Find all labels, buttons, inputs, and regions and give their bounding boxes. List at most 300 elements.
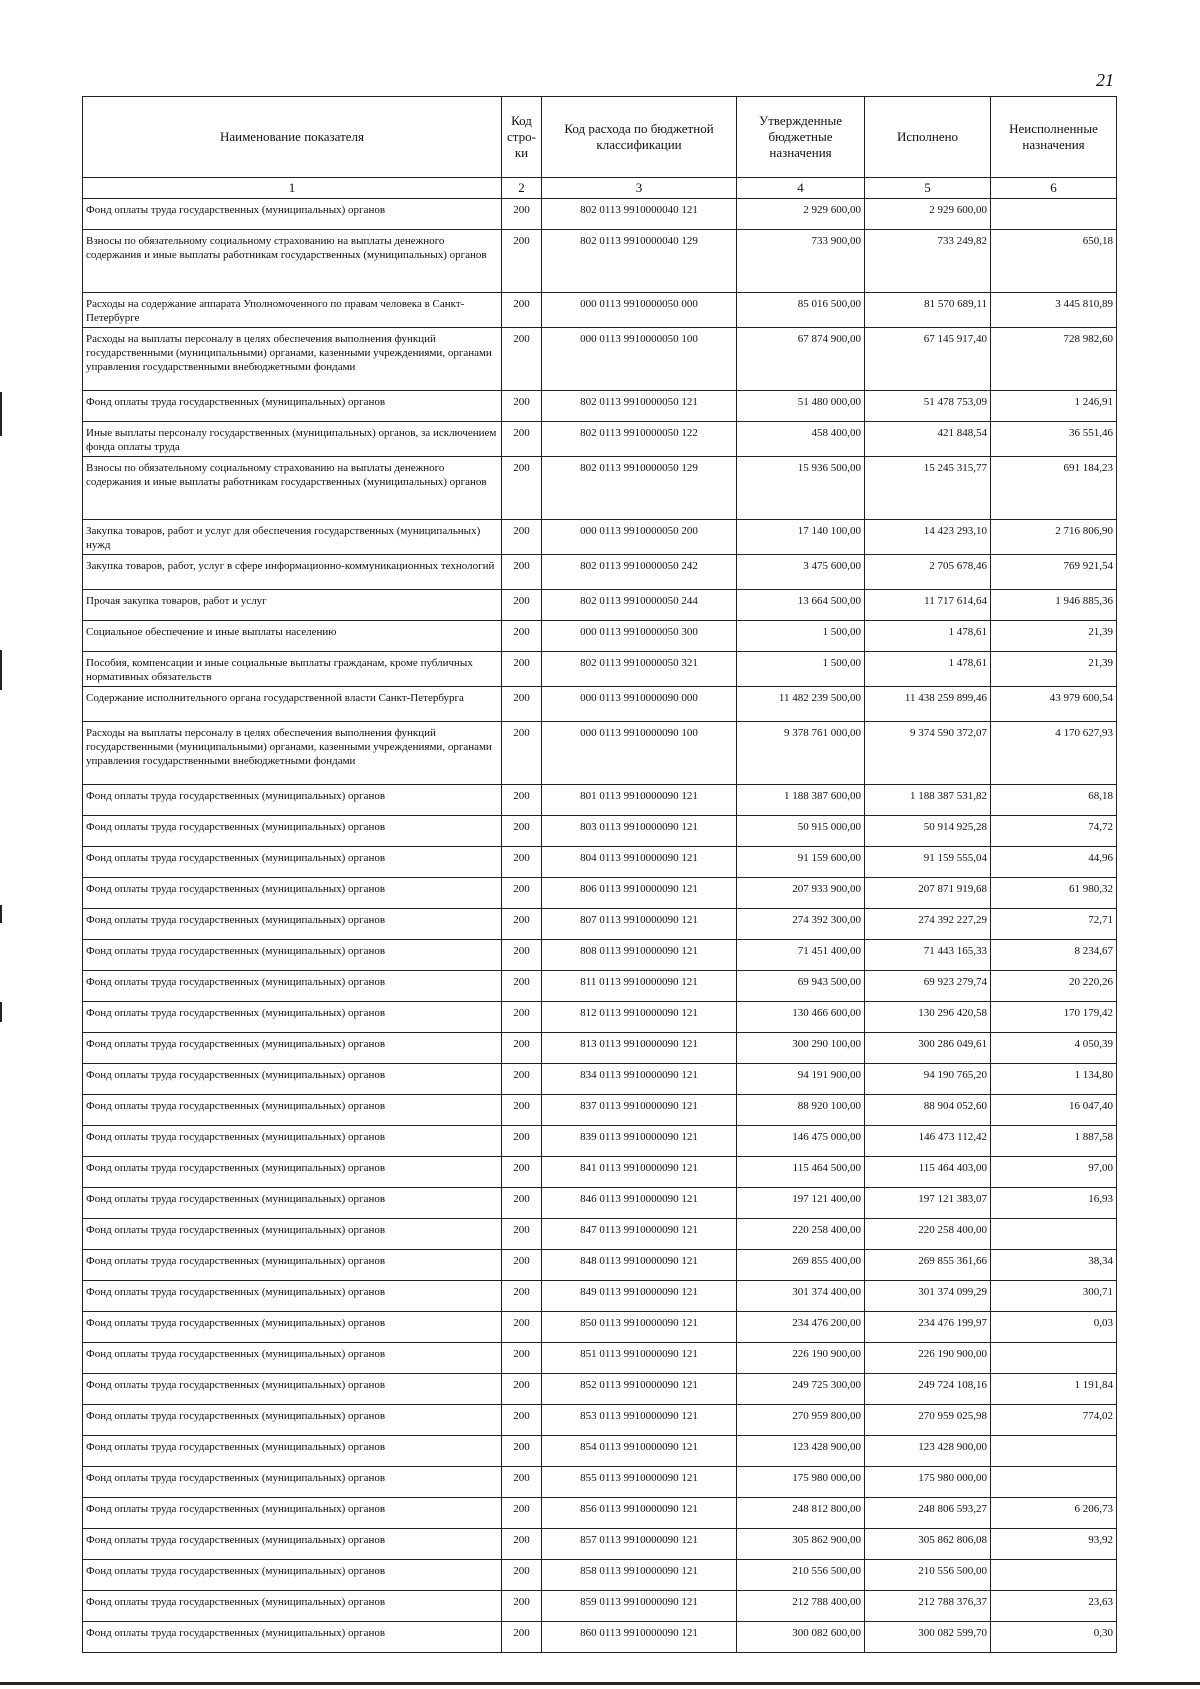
table-row bbox=[83, 722, 1117, 785]
approved-amount-cell: 94 191 900,00 bbox=[737, 1064, 865, 1095]
unexecuted-amount-cell: 1 887,58 bbox=[991, 1126, 1117, 1157]
unexecuted-amount-cell: 4 050,39 bbox=[991, 1033, 1117, 1064]
budget-code-cell: 000 0113 9910000090 100 bbox=[542, 722, 737, 785]
line-code-cell: 200 bbox=[502, 230, 542, 293]
line-code-cell: 200 bbox=[502, 1560, 542, 1591]
indicator-name-cell: Фонд оплаты труда государственных (муниципальных) органов bbox=[83, 1498, 502, 1529]
indicator-name-cell: Фонд оплаты труда государственных (муниципальных) органов bbox=[83, 1219, 502, 1250]
unexecuted-amount-cell: 21,39 bbox=[991, 652, 1117, 687]
budget-code-cell: 859 0113 9910000090 121 bbox=[542, 1591, 737, 1622]
budget-code-cell: 802 0113 9910000040 129 bbox=[542, 230, 737, 293]
budget-code-cell: 850 0113 9910000090 121 bbox=[542, 1312, 737, 1343]
line-code-cell: 200 bbox=[502, 422, 542, 457]
indicator-name-cell: Фонд оплаты труда государственных (муниципальных) органов bbox=[83, 1374, 502, 1405]
approved-amount-cell: 458 400,00 bbox=[737, 422, 865, 457]
line-code-cell: 200 bbox=[502, 722, 542, 785]
line-code-cell: 200 bbox=[502, 1467, 542, 1498]
line-code-cell: 200 bbox=[502, 909, 542, 940]
approved-amount-cell: 733 900,00 bbox=[737, 230, 865, 293]
unexecuted-amount-cell: 4 170 627,93 bbox=[991, 722, 1117, 785]
unexecuted-amount-cell: 8 234,67 bbox=[991, 940, 1117, 971]
executed-amount-cell: 248 806 593,27 bbox=[865, 1498, 991, 1529]
line-code-cell: 200 bbox=[502, 1281, 542, 1312]
approved-amount-cell: 71 451 400,00 bbox=[737, 940, 865, 971]
indicator-name-cell: Фонд оплаты труда государственных (муниципальных) органов bbox=[83, 1467, 502, 1498]
budget-code-cell: 000 0113 9910000050 100 bbox=[542, 328, 737, 391]
line-code-cell: 200 bbox=[502, 590, 542, 621]
table-row bbox=[83, 621, 1117, 652]
line-code-cell: 200 bbox=[502, 940, 542, 971]
unexecuted-amount-cell: 43 979 600,54 bbox=[991, 687, 1117, 722]
table-row bbox=[83, 1219, 1117, 1250]
budget-code-cell: 802 0113 9910000050 121 bbox=[542, 391, 737, 422]
table-row bbox=[83, 1529, 1117, 1560]
column-number: 3 bbox=[542, 178, 737, 199]
unexecuted-amount-cell: 728 982,60 bbox=[991, 328, 1117, 391]
line-code-cell: 200 bbox=[502, 1498, 542, 1529]
indicator-name-cell: Фонд оплаты труда государственных (муниципальных) органов bbox=[83, 847, 502, 878]
table-row bbox=[83, 785, 1117, 816]
executed-amount-cell: 15 245 315,77 bbox=[865, 457, 991, 520]
line-code-cell: 200 bbox=[502, 1126, 542, 1157]
column-number-row bbox=[83, 178, 1117, 199]
table-row bbox=[83, 1064, 1117, 1095]
table-row bbox=[83, 1188, 1117, 1219]
budget-code-cell: 851 0113 9910000090 121 bbox=[542, 1343, 737, 1374]
table-body bbox=[83, 199, 1117, 1653]
approved-amount-cell: 88 920 100,00 bbox=[737, 1095, 865, 1126]
approved-amount-cell: 91 159 600,00 bbox=[737, 847, 865, 878]
budget-code-cell: 856 0113 9910000090 121 bbox=[542, 1498, 737, 1529]
budget-code-cell: 813 0113 9910000090 121 bbox=[542, 1033, 737, 1064]
budget-code-cell: 853 0113 9910000090 121 bbox=[542, 1405, 737, 1436]
budget-code-cell: 801 0113 9910000090 121 bbox=[542, 785, 737, 816]
line-code-cell: 200 bbox=[502, 1219, 542, 1250]
approved-amount-cell: 115 464 500,00 bbox=[737, 1157, 865, 1188]
line-code-cell: 200 bbox=[502, 878, 542, 909]
indicator-name-cell: Фонд оплаты труда государственных (муниципальных) органов bbox=[83, 1343, 502, 1374]
table-row bbox=[83, 1591, 1117, 1622]
table-row bbox=[83, 816, 1117, 847]
column-number: 4 bbox=[737, 178, 865, 199]
executed-amount-cell: 71 443 165,33 bbox=[865, 940, 991, 971]
table-row bbox=[83, 457, 1117, 520]
budget-code-cell: 803 0113 9910000090 121 bbox=[542, 816, 737, 847]
unexecuted-amount-cell: 1 134,80 bbox=[991, 1064, 1117, 1095]
line-code-cell: 200 bbox=[502, 1436, 542, 1467]
table-row bbox=[83, 1560, 1117, 1591]
indicator-name-cell: Фонд оплаты труда государственных (муниципальных) органов bbox=[83, 785, 502, 816]
unexecuted-amount-cell: 61 980,32 bbox=[991, 878, 1117, 909]
indicator-name-cell: Взносы по обязательному социальному страхованию на выплаты денежного содержания и иные выплаты работникам государственных (муниципальных) органов bbox=[83, 457, 502, 520]
executed-amount-cell: 115 464 403,00 bbox=[865, 1157, 991, 1188]
approved-amount-cell: 67 874 900,00 bbox=[737, 328, 865, 391]
indicator-name-cell: Закупка товаров, работ и услуг для обеспечения государственных (муниципальных) нужд bbox=[83, 520, 502, 555]
executed-amount-cell: 421 848,54 bbox=[865, 422, 991, 457]
table-row bbox=[83, 199, 1117, 230]
approved-amount-cell: 175 980 000,00 bbox=[737, 1467, 865, 1498]
unexecuted-amount-cell: 300,71 bbox=[991, 1281, 1117, 1312]
unexecuted-amount-cell: 2 716 806,90 bbox=[991, 520, 1117, 555]
table-header-row bbox=[83, 97, 1117, 178]
budget-code-cell: 802 0113 9910000050 321 bbox=[542, 652, 737, 687]
indicator-name-cell: Фонд оплаты труда государственных (муниципальных) органов bbox=[83, 1250, 502, 1281]
approved-amount-cell: 305 862 900,00 bbox=[737, 1529, 865, 1560]
indicator-name-cell: Фонд оплаты труда государственных (муниципальных) органов bbox=[83, 1095, 502, 1126]
table-row bbox=[83, 1002, 1117, 1033]
approved-amount-cell: 1 500,00 bbox=[737, 621, 865, 652]
budget-code-cell: 841 0113 9910000090 121 bbox=[542, 1157, 737, 1188]
approved-amount-cell: 220 258 400,00 bbox=[737, 1219, 865, 1250]
budget-code-cell: 839 0113 9910000090 121 bbox=[542, 1126, 737, 1157]
line-code-cell: 200 bbox=[502, 293, 542, 328]
line-code-cell: 200 bbox=[502, 391, 542, 422]
line-code-cell: 200 bbox=[502, 520, 542, 555]
executed-amount-cell: 226 190 900,00 bbox=[865, 1343, 991, 1374]
approved-amount-cell: 1 188 387 600,00 bbox=[737, 785, 865, 816]
approved-amount-cell: 17 140 100,00 bbox=[737, 520, 865, 555]
table-row bbox=[83, 1312, 1117, 1343]
unexecuted-amount-cell: 3 445 810,89 bbox=[991, 293, 1117, 328]
executed-amount-cell: 11 438 259 899,46 bbox=[865, 687, 991, 722]
budget-code-cell: 811 0113 9910000090 121 bbox=[542, 971, 737, 1002]
unexecuted-amount-cell: 650,18 bbox=[991, 230, 1117, 293]
table-row bbox=[83, 1374, 1117, 1405]
unexecuted-amount-cell: 20 220,26 bbox=[991, 971, 1117, 1002]
approved-amount-cell: 51 480 000,00 bbox=[737, 391, 865, 422]
executed-amount-cell: 220 258 400,00 bbox=[865, 1219, 991, 1250]
indicator-name-cell: Фонд оплаты труда государственных (муниципальных) органов bbox=[83, 909, 502, 940]
approved-amount-cell: 146 475 000,00 bbox=[737, 1126, 865, 1157]
line-code-cell: 200 bbox=[502, 1405, 542, 1436]
budget-code-cell: 808 0113 9910000090 121 bbox=[542, 940, 737, 971]
table-row bbox=[83, 230, 1117, 293]
approved-amount-cell: 248 812 800,00 bbox=[737, 1498, 865, 1529]
approved-amount-cell: 69 943 500,00 bbox=[737, 971, 865, 1002]
indicator-name-cell: Прочая закупка товаров, работ и услуг bbox=[83, 590, 502, 621]
budget-code-cell: 860 0113 9910000090 121 bbox=[542, 1622, 737, 1653]
indicator-name-cell: Фонд оплаты труда государственных (муниципальных) органов bbox=[83, 1622, 502, 1653]
header-approved: Утвержденные бюджетные назначения bbox=[737, 97, 865, 178]
executed-amount-cell: 94 190 765,20 bbox=[865, 1064, 991, 1095]
line-code-cell: 200 bbox=[502, 1250, 542, 1281]
indicator-name-cell: Социальное обеспечение и иные выплаты населению bbox=[83, 621, 502, 652]
executed-amount-cell: 274 392 227,29 bbox=[865, 909, 991, 940]
budget-code-cell: 857 0113 9910000090 121 bbox=[542, 1529, 737, 1560]
executed-amount-cell: 733 249,82 bbox=[865, 230, 991, 293]
approved-amount-cell: 301 374 400,00 bbox=[737, 1281, 865, 1312]
unexecuted-amount-cell: 170 179,42 bbox=[991, 1002, 1117, 1033]
column-number: 6 bbox=[991, 178, 1117, 199]
approved-amount-cell: 50 915 000,00 bbox=[737, 816, 865, 847]
executed-amount-cell: 130 296 420,58 bbox=[865, 1002, 991, 1033]
budget-code-cell: 000 0113 9910000090 000 bbox=[542, 687, 737, 722]
executed-amount-cell: 51 478 753,09 bbox=[865, 391, 991, 422]
unexecuted-amount-cell bbox=[991, 1219, 1117, 1250]
unexecuted-amount-cell: 1 246,91 bbox=[991, 391, 1117, 422]
budget-code-cell: 806 0113 9910000090 121 bbox=[542, 878, 737, 909]
budget-code-cell: 000 0113 9910000050 200 bbox=[542, 520, 737, 555]
column-number: 1 bbox=[83, 178, 502, 199]
table-row bbox=[83, 1436, 1117, 1467]
budget-code-cell: 852 0113 9910000090 121 bbox=[542, 1374, 737, 1405]
column-number: 2 bbox=[502, 178, 542, 199]
approved-amount-cell: 197 121 400,00 bbox=[737, 1188, 865, 1219]
approved-amount-cell: 130 466 600,00 bbox=[737, 1002, 865, 1033]
scan-edge-mark bbox=[0, 1002, 2, 1022]
budget-code-cell: 855 0113 9910000090 121 bbox=[542, 1467, 737, 1498]
executed-amount-cell: 197 121 383,07 bbox=[865, 1188, 991, 1219]
budget-execution-table bbox=[82, 96, 1117, 1653]
executed-amount-cell: 207 871 919,68 bbox=[865, 878, 991, 909]
unexecuted-amount-cell: 36 551,46 bbox=[991, 422, 1117, 457]
indicator-name-cell: Фонд оплаты труда государственных (муниципальных) органов bbox=[83, 971, 502, 1002]
budget-code-cell: 837 0113 9910000090 121 bbox=[542, 1095, 737, 1126]
unexecuted-amount-cell: 38,34 bbox=[991, 1250, 1117, 1281]
line-code-cell: 200 bbox=[502, 1374, 542, 1405]
executed-amount-cell: 234 476 199,97 bbox=[865, 1312, 991, 1343]
budget-code-cell: 000 0113 9910000050 300 bbox=[542, 621, 737, 652]
approved-amount-cell: 2 929 600,00 bbox=[737, 199, 865, 230]
approved-amount-cell: 234 476 200,00 bbox=[737, 1312, 865, 1343]
approved-amount-cell: 226 190 900,00 bbox=[737, 1343, 865, 1374]
scan-edge-mark bbox=[0, 392, 2, 436]
unexecuted-amount-cell: 68,18 bbox=[991, 785, 1117, 816]
executed-amount-cell: 1 188 387 531,82 bbox=[865, 785, 991, 816]
line-code-cell: 200 bbox=[502, 555, 542, 590]
executed-amount-cell: 305 862 806,08 bbox=[865, 1529, 991, 1560]
table-row bbox=[83, 1498, 1117, 1529]
budget-code-cell: 847 0113 9910000090 121 bbox=[542, 1219, 737, 1250]
unexecuted-amount-cell: 6 206,73 bbox=[991, 1498, 1117, 1529]
indicator-name-cell: Фонд оплаты труда государственных (муниципальных) органов bbox=[83, 1591, 502, 1622]
approved-amount-cell: 212 788 400,00 bbox=[737, 1591, 865, 1622]
budget-code-cell: 802 0113 9910000050 244 bbox=[542, 590, 737, 621]
budget-code-cell: 802 0113 9910000050 129 bbox=[542, 457, 737, 520]
table-row bbox=[83, 328, 1117, 391]
budget-code-cell: 807 0113 9910000090 121 bbox=[542, 909, 737, 940]
executed-amount-cell: 1 478,61 bbox=[865, 621, 991, 652]
executed-amount-cell: 2 705 678,46 bbox=[865, 555, 991, 590]
unexecuted-amount-cell: 44,96 bbox=[991, 847, 1117, 878]
table-row bbox=[83, 1095, 1117, 1126]
unexecuted-amount-cell: 691 184,23 bbox=[991, 457, 1117, 520]
unexecuted-amount-cell bbox=[991, 1436, 1117, 1467]
table-row bbox=[83, 293, 1117, 328]
table-row bbox=[83, 652, 1117, 687]
approved-amount-cell: 207 933 900,00 bbox=[737, 878, 865, 909]
indicator-name-cell: Фонд оплаты труда государственных (муниципальных) органов bbox=[83, 1126, 502, 1157]
unexecuted-amount-cell: 21,39 bbox=[991, 621, 1117, 652]
indicator-name-cell: Пособия, компенсации и иные социальные выплаты гражданам, кроме публичных нормативных обязательств bbox=[83, 652, 502, 687]
line-code-cell: 200 bbox=[502, 971, 542, 1002]
executed-amount-cell: 50 914 925,28 bbox=[865, 816, 991, 847]
indicator-name-cell: Фонд оплаты труда государственных (муниципальных) органов bbox=[83, 391, 502, 422]
indicator-name-cell: Фонд оплаты труда государственных (муниципальных) органов bbox=[83, 1312, 502, 1343]
indicator-name-cell: Фонд оплаты труда государственных (муниципальных) органов bbox=[83, 816, 502, 847]
executed-amount-cell: 270 959 025,98 bbox=[865, 1405, 991, 1436]
approved-amount-cell: 274 392 300,00 bbox=[737, 909, 865, 940]
header-budget-code: Код расхода по бюджетной классификации bbox=[542, 97, 737, 178]
unexecuted-amount-cell bbox=[991, 199, 1117, 230]
budget-code-cell: 846 0113 9910000090 121 bbox=[542, 1188, 737, 1219]
table-row bbox=[83, 847, 1117, 878]
approved-amount-cell: 1 500,00 bbox=[737, 652, 865, 687]
unexecuted-amount-cell: 23,63 bbox=[991, 1591, 1117, 1622]
table-row bbox=[83, 555, 1117, 590]
budget-code-cell: 812 0113 9910000090 121 bbox=[542, 1002, 737, 1033]
budget-code-cell: 858 0113 9910000090 121 bbox=[542, 1560, 737, 1591]
budget-code-cell: 848 0113 9910000090 121 bbox=[542, 1250, 737, 1281]
table-row bbox=[83, 1467, 1117, 1498]
executed-amount-cell: 123 428 900,00 bbox=[865, 1436, 991, 1467]
indicator-name-cell: Расходы на выплаты персоналу в целях обеспечения выполнения функций государственными (муниципальными) органами, казенными учреждениями, органами управления государственными внебюджетными фондами bbox=[83, 722, 502, 785]
executed-amount-cell: 81 570 689,11 bbox=[865, 293, 991, 328]
scan-edge-mark bbox=[0, 905, 2, 923]
header-unexecuted: Неисполненные назначения bbox=[991, 97, 1117, 178]
executed-amount-cell: 91 159 555,04 bbox=[865, 847, 991, 878]
approved-amount-cell: 210 556 500,00 bbox=[737, 1560, 865, 1591]
table-row bbox=[83, 1622, 1117, 1653]
approved-amount-cell: 249 725 300,00 bbox=[737, 1374, 865, 1405]
table-row bbox=[83, 971, 1117, 1002]
table-row bbox=[83, 909, 1117, 940]
approved-amount-cell: 270 959 800,00 bbox=[737, 1405, 865, 1436]
unexecuted-amount-cell: 16 047,40 bbox=[991, 1095, 1117, 1126]
line-code-cell: 200 bbox=[502, 652, 542, 687]
line-code-cell: 200 bbox=[502, 785, 542, 816]
unexecuted-amount-cell: 97,00 bbox=[991, 1157, 1117, 1188]
table-row bbox=[83, 1250, 1117, 1281]
unexecuted-amount-cell bbox=[991, 1467, 1117, 1498]
indicator-name-cell: Закупка товаров, работ, услуг в сфере информационно-коммуникационных технологий bbox=[83, 555, 502, 590]
indicator-name-cell: Фонд оплаты труда государственных (муниципальных) органов bbox=[83, 1560, 502, 1591]
table-row bbox=[83, 1157, 1117, 1188]
unexecuted-amount-cell: 74,72 bbox=[991, 816, 1117, 847]
table-row bbox=[83, 1126, 1117, 1157]
indicator-name-cell: Взносы по обязательному социальному страхованию на выплаты денежного содержания и иные выплаты работникам государственных (муниципальных) органов bbox=[83, 230, 502, 293]
approved-amount-cell: 15 936 500,00 bbox=[737, 457, 865, 520]
line-code-cell: 200 bbox=[502, 1591, 542, 1622]
indicator-name-cell: Фонд оплаты труда государственных (муниципальных) органов bbox=[83, 1529, 502, 1560]
executed-amount-cell: 88 904 052,60 bbox=[865, 1095, 991, 1126]
approved-amount-cell: 13 664 500,00 bbox=[737, 590, 865, 621]
table-row bbox=[83, 520, 1117, 555]
budget-code-cell: 804 0113 9910000090 121 bbox=[542, 847, 737, 878]
executed-amount-cell: 301 374 099,29 bbox=[865, 1281, 991, 1312]
line-code-cell: 200 bbox=[502, 1188, 542, 1219]
table-row bbox=[83, 1281, 1117, 1312]
line-code-cell: 200 bbox=[502, 1064, 542, 1095]
executed-amount-cell: 9 374 590 372,07 bbox=[865, 722, 991, 785]
approved-amount-cell: 300 290 100,00 bbox=[737, 1033, 865, 1064]
line-code-cell: 200 bbox=[502, 1033, 542, 1064]
scan-edge-mark bbox=[0, 650, 2, 690]
table-row bbox=[83, 940, 1117, 971]
unexecuted-amount-cell: 769 921,54 bbox=[991, 555, 1117, 590]
line-code-cell: 200 bbox=[502, 621, 542, 652]
indicator-name-cell: Фонд оплаты труда государственных (муниципальных) органов bbox=[83, 1002, 502, 1033]
executed-amount-cell: 1 478,61 bbox=[865, 652, 991, 687]
table-row bbox=[83, 878, 1117, 909]
indicator-name-cell: Фонд оплаты труда государственных (муниципальных) органов bbox=[83, 940, 502, 971]
budget-code-cell: 802 0113 9910000040 121 bbox=[542, 199, 737, 230]
line-code-cell: 200 bbox=[502, 199, 542, 230]
indicator-name-cell: Фонд оплаты труда государственных (муниципальных) органов bbox=[83, 1436, 502, 1467]
indicator-name-cell: Иные выплаты персоналу государственных (муниципальных) органов, за исключением фонда оплаты труда bbox=[83, 422, 502, 457]
unexecuted-amount-cell: 16,93 bbox=[991, 1188, 1117, 1219]
approved-amount-cell: 11 482 239 500,00 bbox=[737, 687, 865, 722]
executed-amount-cell: 2 929 600,00 bbox=[865, 199, 991, 230]
unexecuted-amount-cell: 0,03 bbox=[991, 1312, 1117, 1343]
column-number: 5 bbox=[865, 178, 991, 199]
indicator-name-cell: Фонд оплаты труда государственных (муниципальных) органов bbox=[83, 1405, 502, 1436]
line-code-cell: 200 bbox=[502, 1529, 542, 1560]
executed-amount-cell: 300 082 599,70 bbox=[865, 1622, 991, 1653]
indicator-name-cell: Фонд оплаты труда государственных (муниципальных) органов bbox=[83, 1064, 502, 1095]
executed-amount-cell: 11 717 614,64 bbox=[865, 590, 991, 621]
indicator-name-cell: Фонд оплаты труда государственных (муниципальных) органов bbox=[83, 1033, 502, 1064]
line-code-cell: 200 bbox=[502, 1157, 542, 1188]
line-code-cell: 200 bbox=[502, 1002, 542, 1033]
executed-amount-cell: 69 923 279,74 bbox=[865, 971, 991, 1002]
header-line-code: Код стро-ки bbox=[502, 97, 542, 178]
table-row bbox=[83, 1033, 1117, 1064]
unexecuted-amount-cell: 1 946 885,36 bbox=[991, 590, 1117, 621]
budget-code-cell: 802 0113 9910000050 122 bbox=[542, 422, 737, 457]
unexecuted-amount-cell bbox=[991, 1343, 1117, 1374]
indicator-name-cell: Фонд оплаты труда государственных (муниципальных) органов bbox=[83, 878, 502, 909]
budget-code-cell: 834 0113 9910000090 121 bbox=[542, 1064, 737, 1095]
executed-amount-cell: 300 286 049,61 bbox=[865, 1033, 991, 1064]
header-executed: Исполнено bbox=[865, 97, 991, 178]
executed-amount-cell: 67 145 917,40 bbox=[865, 328, 991, 391]
unexecuted-amount-cell bbox=[991, 1560, 1117, 1591]
executed-amount-cell: 212 788 376,37 bbox=[865, 1591, 991, 1622]
executed-amount-cell: 249 724 108,16 bbox=[865, 1374, 991, 1405]
executed-amount-cell: 175 980 000,00 bbox=[865, 1467, 991, 1498]
table-row bbox=[83, 1343, 1117, 1374]
line-code-cell: 200 bbox=[502, 847, 542, 878]
indicator-name-cell: Фонд оплаты труда государственных (муниципальных) органов bbox=[83, 1157, 502, 1188]
approved-amount-cell: 300 082 600,00 bbox=[737, 1622, 865, 1653]
executed-amount-cell: 269 855 361,66 bbox=[865, 1250, 991, 1281]
budget-code-cell: 802 0113 9910000050 242 bbox=[542, 555, 737, 590]
line-code-cell: 200 bbox=[502, 1622, 542, 1653]
line-code-cell: 200 bbox=[502, 328, 542, 391]
table-row bbox=[83, 422, 1117, 457]
indicator-name-cell: Фонд оплаты труда государственных (муниципальных) органов bbox=[83, 1281, 502, 1312]
line-code-cell: 200 bbox=[502, 1343, 542, 1374]
budget-code-cell: 854 0113 9910000090 121 bbox=[542, 1436, 737, 1467]
table-row bbox=[83, 391, 1117, 422]
table-row bbox=[83, 590, 1117, 621]
line-code-cell: 200 bbox=[502, 1095, 542, 1126]
page-number: 21 bbox=[1096, 70, 1114, 90]
executed-amount-cell: 14 423 293,10 bbox=[865, 520, 991, 555]
line-code-cell: 200 bbox=[502, 687, 542, 722]
executed-amount-cell: 210 556 500,00 bbox=[865, 1560, 991, 1591]
indicator-name-cell: Расходы на выплаты персоналу в целях обеспечения выполнения функций государственными (муниципальными) органами, казенными учреждениями, органами управления государственными внебюджетными фондами bbox=[83, 328, 502, 391]
budget-code-cell: 000 0113 9910000050 000 bbox=[542, 293, 737, 328]
line-code-cell: 200 bbox=[502, 1312, 542, 1343]
indicator-name-cell: Фонд оплаты труда государственных (муниципальных) органов bbox=[83, 199, 502, 230]
approved-amount-cell: 123 428 900,00 bbox=[737, 1436, 865, 1467]
unexecuted-amount-cell: 93,92 bbox=[991, 1529, 1117, 1560]
unexecuted-amount-cell: 72,71 bbox=[991, 909, 1117, 940]
approved-amount-cell: 3 475 600,00 bbox=[737, 555, 865, 590]
indicator-name-cell: Фонд оплаты труда государственных (муниципальных) органов bbox=[83, 1188, 502, 1219]
